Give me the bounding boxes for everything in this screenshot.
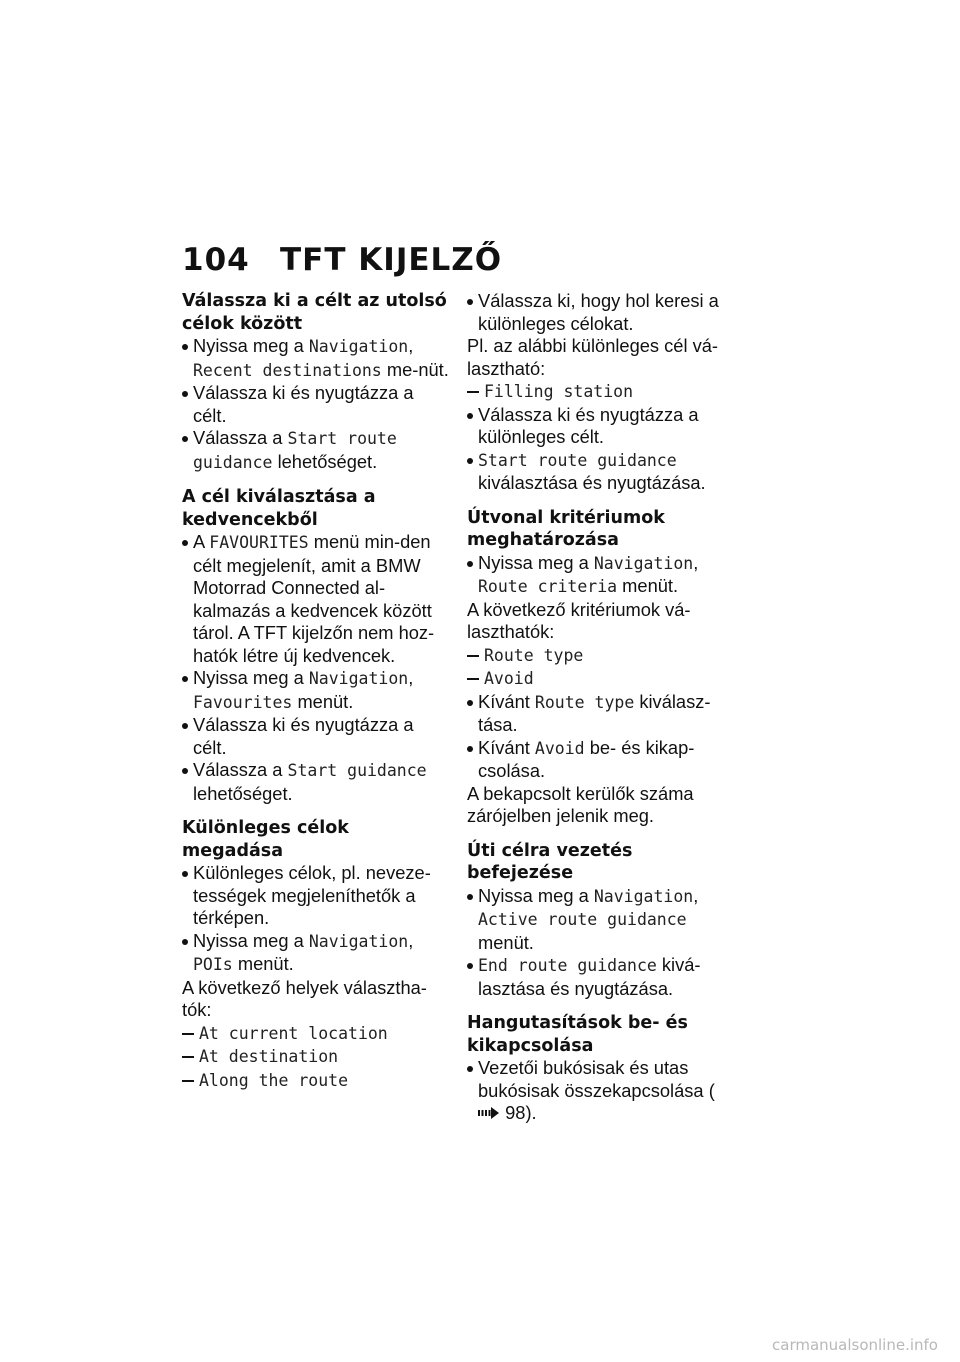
menu-path-code: Navigation bbox=[308, 337, 409, 356]
list-item bbox=[467, 737, 735, 783]
item-text: Válassza a bbox=[193, 759, 283, 780]
item-text: lehetőséget. bbox=[277, 450, 378, 472]
menu-path-code: Navigation bbox=[308, 669, 409, 688]
section-end-guidance bbox=[467, 840, 735, 1001]
item-text: Különleges célok, pl. neveze-tességek megjeleníthetők a térképen. bbox=[193, 862, 431, 928]
list-item bbox=[182, 427, 450, 474]
list-item bbox=[182, 531, 450, 667]
dash-item bbox=[467, 644, 735, 668]
option-code: Avoid bbox=[484, 669, 534, 688]
menu-option-code: End route guidance bbox=[478, 956, 657, 975]
page-title: TFT KIJELZŐ bbox=[280, 242, 503, 278]
item-text: Válassza ki és nyugtázza a különleges célt. bbox=[478, 403, 699, 447]
menu-option-code: Start guidance bbox=[287, 761, 427, 780]
list-item: Nyissa meg a Navigation, POIs menüt. bbox=[182, 930, 450, 977]
item-text: Nyissa meg a bbox=[478, 551, 589, 573]
item-text: Nyissa meg a bbox=[193, 929, 304, 951]
list-item: Nyissa meg a Navigation, Favourites menüt. bbox=[182, 667, 450, 714]
item-text: Kívánt bbox=[478, 690, 530, 712]
item-text: Vezetői bukósisak és utas bukósisak összekapcsolása bbox=[478, 1057, 704, 1101]
list-item bbox=[182, 714, 450, 759]
paragraph: A bekapcsolt kerülők száma zárójelben jelenik meg. bbox=[467, 782, 694, 826]
paragraph: A következő kritériumok vá-laszthatók: bbox=[467, 598, 691, 642]
item-text: A bbox=[193, 531, 205, 552]
list-item bbox=[182, 759, 450, 805]
watermark: carmanualsonline.info bbox=[772, 1336, 938, 1354]
item-text: lehetőséget. bbox=[193, 782, 293, 804]
item-text: menüt. bbox=[297, 690, 354, 712]
item-text: Nyissa meg a bbox=[478, 884, 589, 906]
reference-bracket: ). bbox=[525, 1102, 537, 1123]
item-text: Válassza ki és nyugtázza a célt. bbox=[193, 382, 414, 426]
dash-item bbox=[467, 667, 735, 691]
menu-path-code: Route criteria bbox=[478, 577, 618, 596]
section-recent-destinations bbox=[182, 290, 450, 474]
item-text: be- és kikap-csolása. bbox=[478, 736, 695, 781]
item-text: Válassza a bbox=[193, 427, 283, 448]
menu-option-code: Route type bbox=[534, 692, 635, 712]
section-pois bbox=[182, 817, 450, 1092]
menu-path-code: FAVOURITES bbox=[209, 533, 309, 552]
arrow-right-icon bbox=[478, 1103, 500, 1117]
item-text: menüt. bbox=[478, 931, 534, 953]
item-text: Nyissa meg a bbox=[193, 335, 304, 356]
menu-path-code: Recent destinations bbox=[193, 360, 382, 380]
reference-page-number: 98 bbox=[505, 1102, 526, 1123]
option-code: Filling station bbox=[484, 382, 634, 401]
option-code: At destination bbox=[199, 1047, 339, 1066]
section-route-criteria bbox=[467, 507, 735, 828]
page-header bbox=[182, 242, 502, 278]
option-code: At current location bbox=[199, 1023, 388, 1043]
list-item: Nyissa meg a Navigation, Route criteria menüt. bbox=[467, 552, 735, 599]
item-text: Kívánt bbox=[478, 736, 530, 758]
page-number: 104 bbox=[182, 242, 250, 278]
menu-path-code: Favourites bbox=[193, 692, 293, 712]
menu-path-code: Navigation bbox=[593, 553, 694, 573]
menu-path-code: POIs bbox=[193, 955, 233, 974]
item-text: Válassza ki, hogy hol keresi a különleges célokat. bbox=[478, 290, 719, 334]
list-item bbox=[467, 1057, 735, 1125]
right-column bbox=[467, 290, 735, 1137]
list-item bbox=[467, 954, 735, 1000]
item-text: kivá-lasztása és nyugtázása. bbox=[478, 954, 701, 999]
option-code: Along the route bbox=[199, 1070, 349, 1090]
list-item bbox=[467, 449, 735, 495]
section-favourites bbox=[182, 486, 450, 805]
item-text: me-nüt. bbox=[386, 358, 449, 380]
dash-item bbox=[182, 1022, 450, 1046]
list-item bbox=[182, 382, 450, 427]
dash-item bbox=[182, 1045, 450, 1069]
item-text: menüt. bbox=[622, 575, 679, 596]
menu-option-code: Avoid bbox=[534, 738, 585, 758]
menu-path-code: Active route guidance bbox=[478, 910, 687, 929]
section-heading: A cél kiválasztása a kedvencekből bbox=[182, 487, 376, 530]
menu-path-code: Navigation bbox=[593, 886, 694, 906]
item-text: menüt. bbox=[237, 953, 294, 974]
section-heading: Hangutasítások be- és kikapcsolása bbox=[467, 1013, 688, 1056]
item-text: menü min-den célt megjelenít, amit a BMW Motorrad Connected al-kalmazás a kedvencek között tárol. A TFT kijelzőn nem hoz-hatók létre új kedvencek. bbox=[193, 531, 435, 666]
menu-option-code: Start route guidance bbox=[193, 429, 397, 472]
menu-option-code: Start route guidance bbox=[478, 450, 677, 470]
section-voice-commands bbox=[467, 1012, 735, 1125]
list-item: Nyissa meg a Navigation, Recent destinations me-nüt. bbox=[182, 335, 450, 382]
section-heading: Különleges célok megadása bbox=[182, 818, 349, 861]
item-text: kiválasz-tása. bbox=[478, 690, 711, 735]
option-code: Route type bbox=[484, 645, 584, 665]
section-heading: Úti célra vezetés befejezése bbox=[467, 840, 633, 883]
section-heading: Válassza ki a célt az utolsó célok között bbox=[182, 291, 447, 334]
item-text: Nyissa meg a bbox=[193, 667, 304, 688]
dash-item bbox=[182, 1069, 450, 1093]
item-text: Válassza ki és nyugtázza a célt. bbox=[193, 714, 414, 758]
item-text: kiválasztása és nyugtázása. bbox=[478, 472, 706, 493]
list-item bbox=[182, 862, 450, 930]
list-item bbox=[467, 691, 735, 737]
list-item bbox=[467, 404, 735, 449]
dash-item bbox=[467, 380, 735, 404]
paragraph: A következő helyek választha-tók: bbox=[182, 976, 427, 1020]
left-column bbox=[182, 290, 450, 1104]
menu-path-code: Navigation bbox=[308, 931, 409, 951]
list-item bbox=[467, 290, 735, 335]
paragraph: Pl. az alábbi különleges cél vá-lasztható: bbox=[467, 335, 719, 379]
list-item: Nyissa meg a Navigation, Active route guidance menüt. bbox=[467, 885, 735, 955]
reference-bracket: ( bbox=[708, 1079, 715, 1101]
section-pois-continued bbox=[467, 290, 735, 495]
section-heading: Útvonal kritériumok meghatározása bbox=[467, 507, 665, 550]
